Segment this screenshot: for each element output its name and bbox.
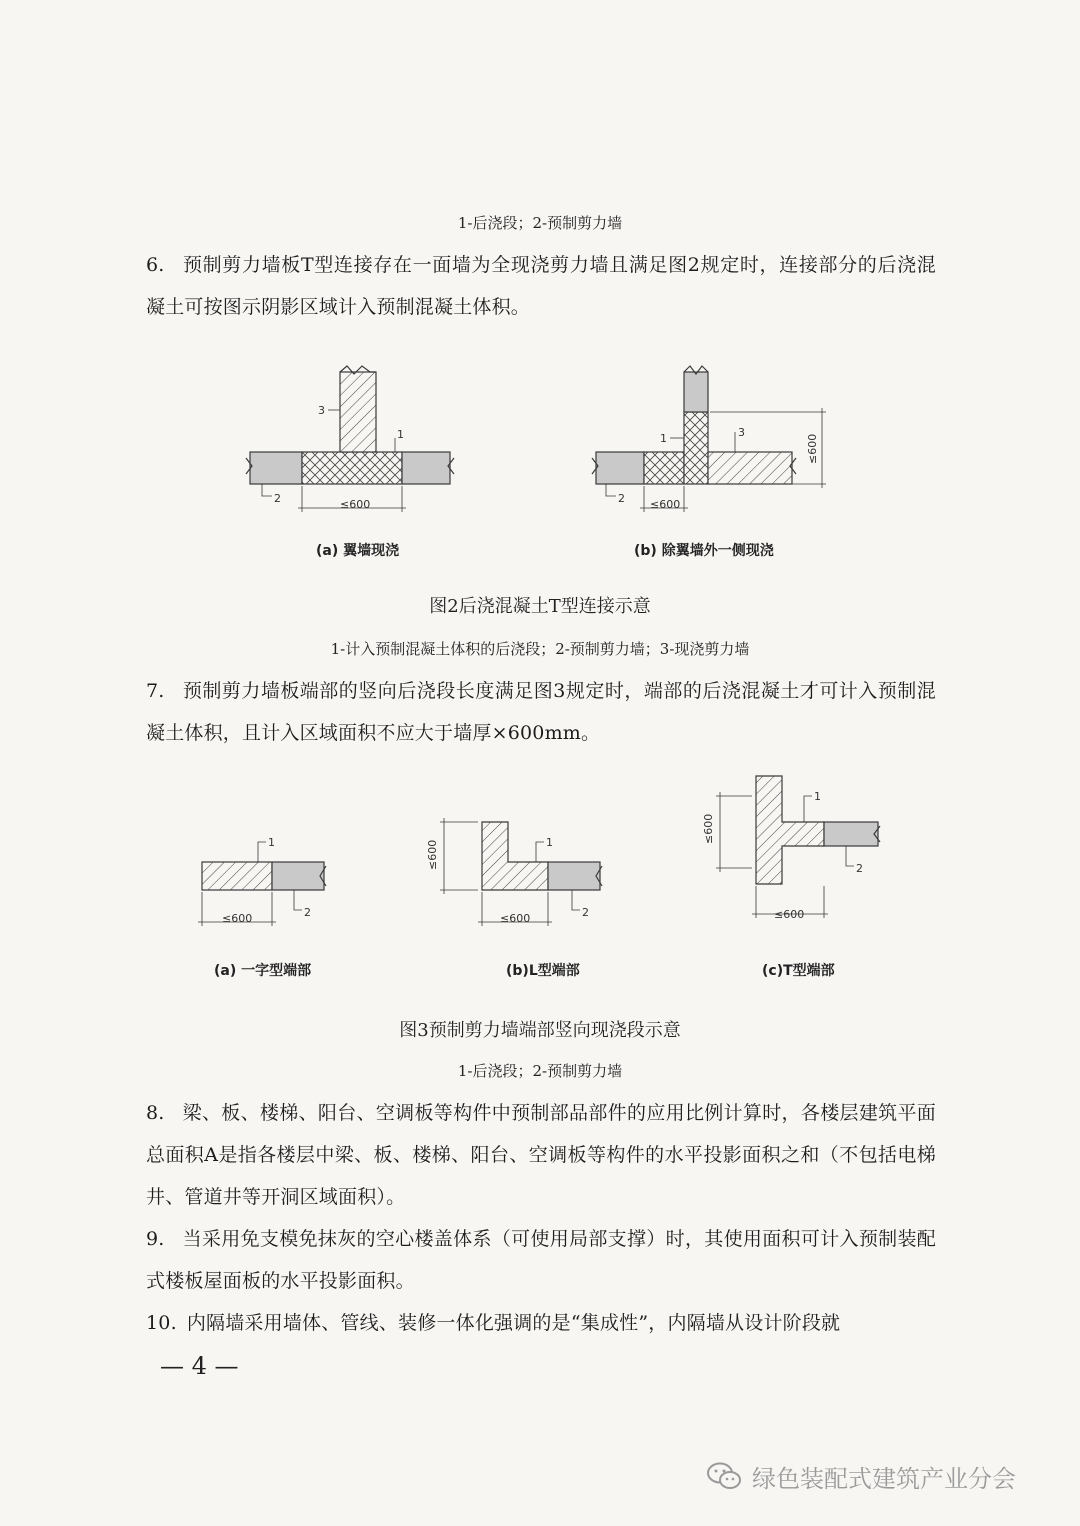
item-9-number: 9. — [146, 1228, 165, 1250]
item-8-number: 8. — [146, 1102, 165, 1124]
fig2a-diagram — [246, 366, 454, 512]
fig2a-label-3: 3 — [318, 404, 325, 417]
fig3a-label-2: 2 — [304, 906, 311, 919]
wechat-icon — [706, 1461, 742, 1491]
fig2b-label-3: 3 — [738, 426, 745, 439]
figure3-caption: 图3预制剪力墙端部竖向现浇段示意 — [399, 1020, 681, 1041]
fig2-sublabel-a: (a) 翼墙现浇 — [316, 543, 400, 559]
figure3-legend: 1-后浇段；2-预制剪力墙 — [457, 1062, 623, 1080]
item-6-text: 预制剪力墙板T型连接存在一面墙为全现浇剪力墙且满足图2规定时，连接部分的后浇混凝土可按图示阴影区域计入预制混凝土体积。 — [146, 254, 936, 318]
page-number: — 4 — — [160, 1352, 239, 1380]
fig2b-dim: ≤600 — [650, 498, 681, 511]
fig3b-label-2: 2 — [582, 906, 589, 919]
item-9 — [146, 1218, 936, 1302]
item-10-number: 10. — [146, 1312, 177, 1334]
fig3a-label-1: 1 — [268, 836, 275, 849]
fig3a-dim: ≤600 — [222, 912, 253, 925]
fig3b-label-1: 1 — [546, 836, 553, 849]
fig3c-label-2: 2 — [856, 862, 863, 875]
item-7-number: 7. — [146, 680, 165, 702]
fig2b-dim-vertical: ≤600 — [806, 433, 819, 464]
fig2b-label-2: 2 — [618, 492, 625, 505]
item-8-text: 梁、板、楼梯、阳台、空调板等构件中预制部品部件的应用比例计算时，各楼层建筑平面总面积A是指各楼层中梁、板、楼梯、阳台、空调板等构件的水平投影面积之和（不包括电梯井、管道井等开洞区域面积）。 — [146, 1102, 936, 1208]
fig2a-dim: ≤600 — [340, 498, 371, 511]
figure2-caption: 图2后浇混凝土T型连接示意 — [429, 596, 651, 617]
fig3-sublabel-a: (a) 一字型端部 — [214, 963, 312, 979]
fig3-sublabel-c: (c)T型端部 — [762, 963, 835, 979]
item-7-text: 预制剪力墙板端部的竖向后浇段长度满足图3规定时，端部的后浇混凝土才可计入预制混凝土体积，且计入区域面积不应大于墙厚×600mm。 — [146, 680, 936, 744]
figure1-legend: 1-后浇段；2-预制剪力墙 — [457, 214, 623, 232]
fig2b-diagram — [592, 366, 826, 512]
fig2b-label-1: 1 — [660, 432, 667, 445]
fig3c-diagram — [716, 776, 880, 918]
fig3c-dim-vertical: ≤600 — [702, 813, 715, 844]
fig2-sublabel-b: (b) 除翼墙外一侧现浇 — [634, 543, 774, 559]
fig3b-diagram — [440, 818, 602, 926]
fig2a-label-2: 2 — [274, 492, 281, 505]
fig2a-label-1: 1 — [397, 428, 404, 441]
fig3b-dim: ≤600 — [500, 912, 531, 925]
item-8 — [146, 1092, 936, 1218]
item-10 — [146, 1302, 936, 1344]
item-6-number: 6. — [146, 254, 165, 276]
item-9-text: 当采用免支模免抹灰的空心楼盖体系（可使用局部支撑）时，其使用面积可计入预制装配式楼板屋面板的水平投影面积。 — [146, 1228, 936, 1292]
fig3-sublabel-b: (b)L型端部 — [506, 963, 580, 979]
item-7 — [146, 670, 936, 754]
fig3b-dim-vertical: ≤600 — [426, 839, 439, 870]
watermark — [706, 1456, 1016, 1496]
figure2-legend: 1-计入预制混凝土体积的后浇段；2-预制剪力墙；3-现浇剪力墙 — [330, 640, 750, 658]
watermark-text: 绿色装配式建筑产业分会 — [752, 1464, 1016, 1493]
item-10-text: 内隔墙采用墙体、管线、装修一体化强调的是“集成性”，内隔墙从设计阶段就 — [186, 1312, 841, 1334]
fig3c-label-1: 1 — [814, 790, 821, 803]
fig3c-dim: ≤600 — [774, 908, 805, 921]
